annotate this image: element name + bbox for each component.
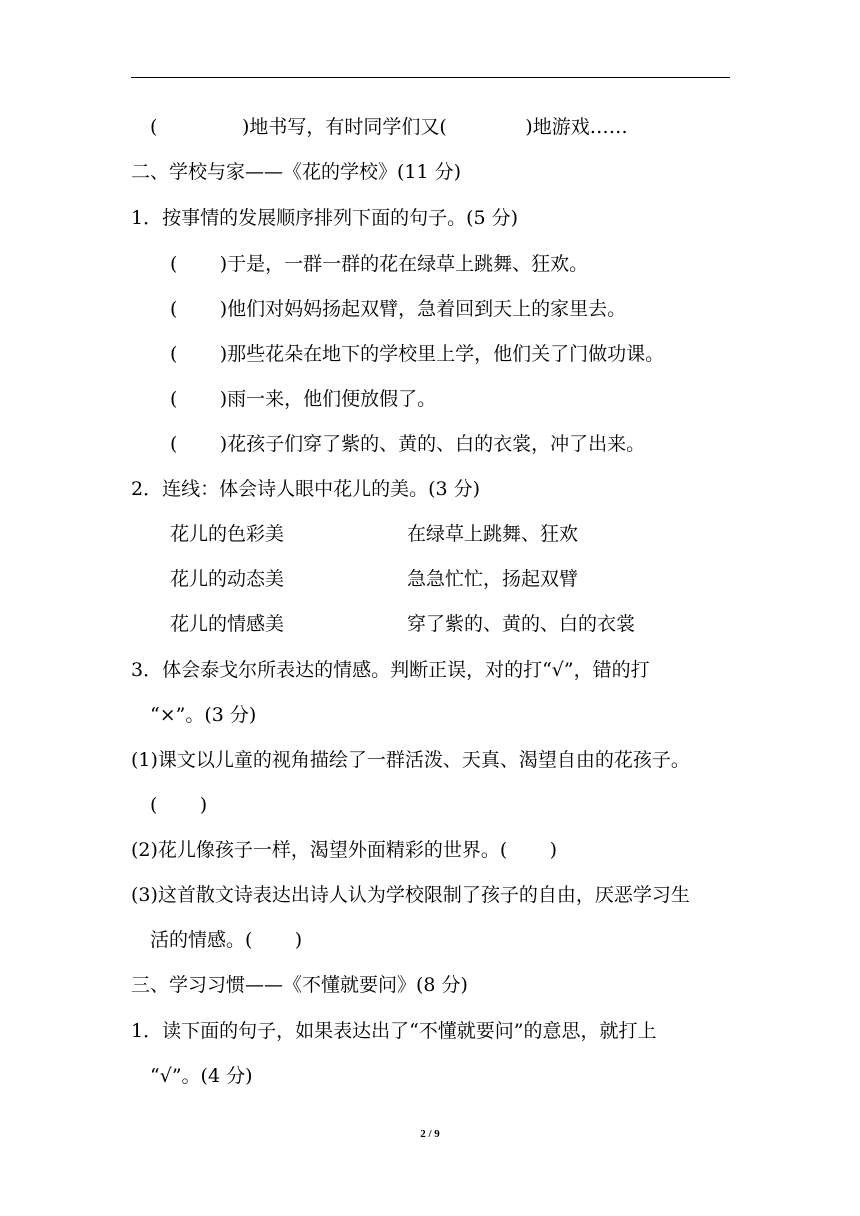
q1-item: ( )他们对妈妈扬起双臂，急着回到天上的家里去。 bbox=[170, 298, 627, 320]
q2-left-item: 花儿的动态美 bbox=[170, 568, 285, 590]
q1-prompt: 1．按事情的发展顺序排列下面的句子。(5 分) bbox=[131, 207, 519, 229]
header-rule bbox=[131, 77, 730, 78]
section-3-heading: 三、学习习惯——《不懂就要问》(8 分) bbox=[131, 974, 468, 996]
q1-item: ( )那些花朵在地下的学校里上学，他们关了门做功课。 bbox=[170, 343, 665, 365]
q2-prompt: 2．连线：体会诗人眼中花儿的美。(3 分) bbox=[131, 478, 481, 500]
q2-left-item: 花儿的情感美 bbox=[170, 613, 285, 635]
q1-item: ( )花孩子们穿了紫的、黄的、白的衣裳，冲了出来。 bbox=[170, 433, 646, 455]
q2-left-item: 花儿的色彩美 bbox=[170, 523, 285, 545]
section-2-heading: 二、学校与家——《花的学校》(11 分) bbox=[131, 161, 462, 183]
q1-item: ( )于是，一群一群的花在绿草上跳舞、狂欢。 bbox=[170, 253, 589, 275]
top-line: ( )地书写，有时同学们又( )地游戏…… bbox=[150, 116, 628, 138]
q2-right-item: 在绿草上跳舞、狂欢 bbox=[407, 523, 579, 545]
q3-item3-line2: 活的情感。( ) bbox=[150, 929, 303, 951]
q3-prompt-line2: “×”。(3 分) bbox=[150, 704, 257, 726]
q2-right-item: 穿了紫的、黄的、白的衣裳 bbox=[407, 613, 636, 635]
q1-item: ( )雨一来，他们便放假了。 bbox=[170, 388, 437, 410]
q2-right-item: 急急忙忙，扬起双臂 bbox=[407, 568, 579, 590]
q3-item2: (2)花儿像孩子一样，渴望外面精彩的世界。( ) bbox=[131, 839, 558, 861]
q3-item1-line1: (1)课文以儿童的视角描绘了一群活泼、天真、渴望自由的花孩子。 bbox=[131, 749, 690, 771]
s3-q1-line2: “√”。(4 分) bbox=[150, 1065, 253, 1087]
q3-prompt-line1: 3．体会泰戈尔所表达的情感。判断正误，对的打“√”，错的打 bbox=[131, 659, 650, 681]
q3-item1-line2: ( ) bbox=[150, 794, 208, 816]
q3-item3-line1: (3)这首散文诗表达出诗人认为学校限制了孩子的自由，厌恶学习生 bbox=[131, 884, 690, 906]
page-number: 2 / 9 bbox=[420, 1128, 440, 1140]
s3-q1-line1: 1．读下面的句子，如果表达出了“不懂就要问”的意思，就打上 bbox=[131, 1020, 657, 1042]
